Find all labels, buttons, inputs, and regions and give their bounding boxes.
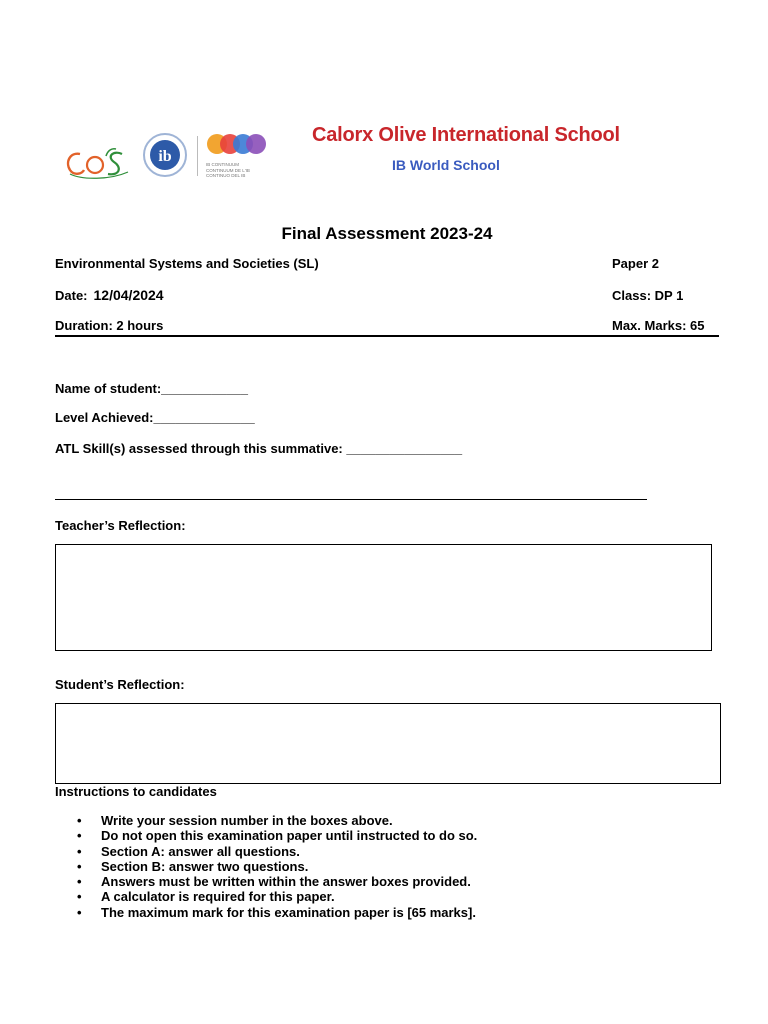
list-item: • A calculator is required for this paper. [55,889,477,904]
duration-label: Duration: 2 hours [55,318,164,333]
student-reflection-box[interactable] [55,703,721,784]
continuum-text-line: CONTINUUM DE L'IB [206,167,250,173]
atl-skills-field[interactable]: ATL Skill(s) assessed through this summative: ________________ [55,441,463,456]
ib-logo-text: ib [158,148,172,165]
school-subtitle: IB World School [392,157,500,173]
max-marks-label: Max. Marks: 65 [612,318,705,333]
list-item: • Do not open this examination paper until instructed to do so. [55,828,477,843]
date-label: Date: [55,288,88,303]
level-achieved-field[interactable]: Level Achieved:______________ [55,410,255,425]
subject-label: Environmental Systems and Societies (SL) [55,256,319,271]
list-item: • Answers must be written within the answer boxes provided. [55,874,477,889]
continuum-text-line: IB CONTINUUM [206,162,239,167]
teacher-reflection-label: Teacher’s Reflection: [55,518,186,533]
date-row [55,287,164,303]
cos-logo-mark [62,140,134,182]
list-item: • Section B: answer two questions. [55,859,477,874]
ib-logo [142,132,188,178]
teacher-reflection-box[interactable] [55,544,712,651]
atl-continuation-line[interactable] [55,499,647,500]
page-title: Final Assessment 2023-24 [281,224,493,243]
class-label: Class: DP 1 [612,288,684,303]
paper-label: Paper 2 [612,256,659,271]
logo-divider [197,136,198,176]
instructions-heading: Instructions to candidates [55,784,217,799]
header-divider [55,335,719,337]
continuum-circles-icon [206,132,272,156]
list-item: • The maximum mark for this examination paper is [65 marks]. [55,905,477,920]
continuum-text-line: CONTINUO DEL IB [206,173,246,178]
instructions-list [55,813,477,920]
ib-logo-mark [142,132,188,178]
student-name-field[interactable]: Name of student:____________ [55,381,248,396]
student-reflection-label: Student’s Reflection: [55,677,185,692]
date-value: 12/04/2024 [93,287,164,303]
school-logo [62,140,134,182]
school-name: Calorx Olive International School [312,124,620,146]
list-item: • Write your session number in the boxes above. [55,813,477,828]
list-item: • Section A: answer all questions. [55,844,477,859]
ib-continuum-logo [206,132,272,178]
